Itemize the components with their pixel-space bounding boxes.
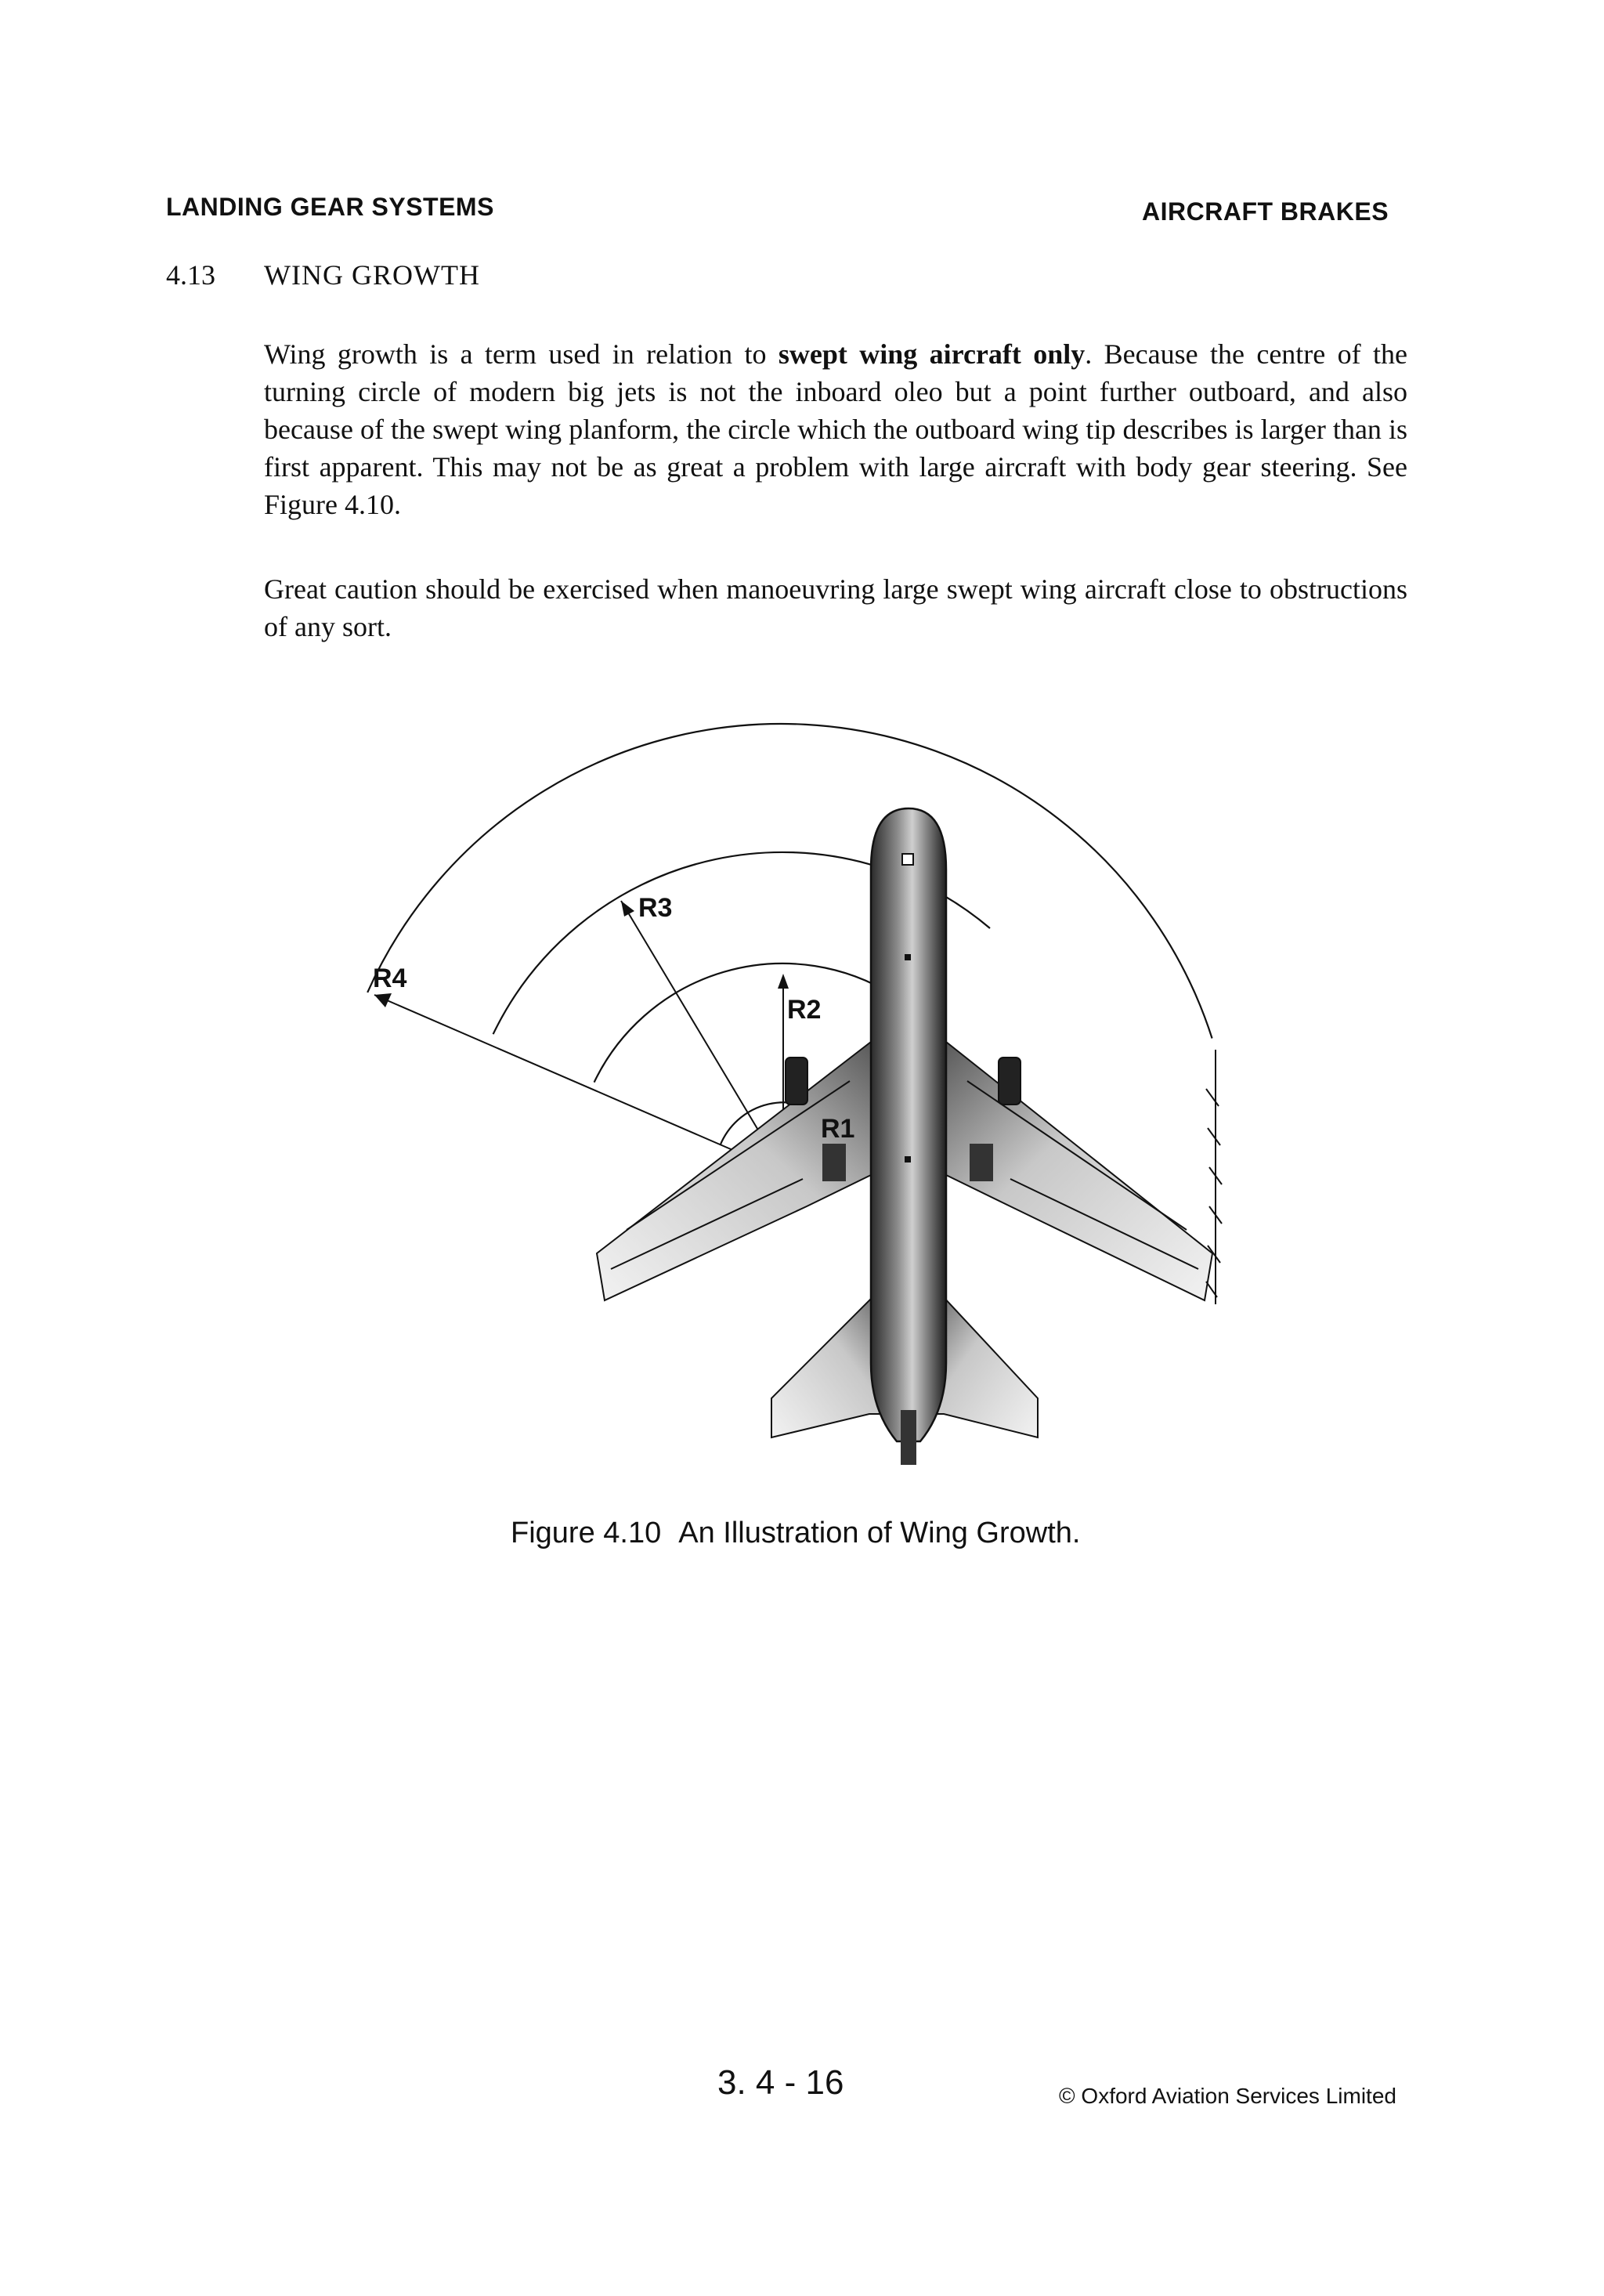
- paragraph-caution: Great caution should be exercised when manoeuvring large swept wing aircraft close to obstructions of any sort.: [264, 573, 1407, 642]
- engine-right: [999, 1058, 1021, 1105]
- tail-right: [932, 1285, 1038, 1437]
- main-gear-left: [822, 1144, 846, 1181]
- header-chapter-title: AIRCRAFT BRAKES: [1142, 197, 1389, 226]
- label-r1: R1: [821, 1114, 855, 1144]
- fuselage: [871, 808, 946, 1441]
- paragraph-1-emphasis: swept wing aircraft only: [778, 338, 1086, 370]
- header-section-title: LANDING GEAR SYSTEMS: [166, 193, 494, 221]
- center-mark: [905, 1156, 911, 1162]
- cockpit-window: [902, 854, 913, 865]
- airplane-illustration: [597, 808, 1212, 1465]
- paragraph-1-start: Wing growth is a term used in relation to: [264, 338, 779, 370]
- arrowhead-r3: [621, 901, 634, 917]
- page-number: 3. 4 - 16: [717, 2063, 844, 2102]
- figure-caption-number: Figure 4.10: [511, 1517, 662, 1549]
- section-number: 4.13: [166, 259, 215, 291]
- nose-gear-mark: [905, 954, 911, 960]
- engine-left: [786, 1058, 807, 1105]
- tail-left: [771, 1285, 885, 1437]
- tail-cone: [901, 1410, 916, 1465]
- figure-caption: [511, 1517, 1080, 1550]
- copyright-notice: © Oxford Aviation Services Limited: [1059, 2084, 1396, 2108]
- arrowhead-r2: [778, 974, 789, 989]
- arc-r4-wingtip: [367, 724, 1212, 1038]
- figure-caption-text: An Illustration of Wing Growth.: [678, 1517, 1081, 1549]
- label-r3: R3: [638, 893, 673, 923]
- label-r2: R2: [787, 995, 822, 1025]
- section-title: WING GROWTH: [264, 259, 480, 291]
- paragraph-1-end: . Because the centre of the turning circle of modern big jets is not the inboard oleo but a point further outboard, and also because of the swept wing planform, the circle which the outboard wing tip describes is larger than is first apparent. This may not be as great a problem with large aircraft with body gear steering. See Figure 4.10.: [264, 338, 1408, 520]
- arrowhead-r4: [374, 993, 392, 1007]
- radius-lines: [374, 901, 815, 1172]
- radius-arrowheads: [374, 901, 822, 1142]
- label-r4: R4: [373, 964, 407, 993]
- radius-r4-line: [374, 995, 783, 1172]
- main-gear-right: [970, 1144, 993, 1181]
